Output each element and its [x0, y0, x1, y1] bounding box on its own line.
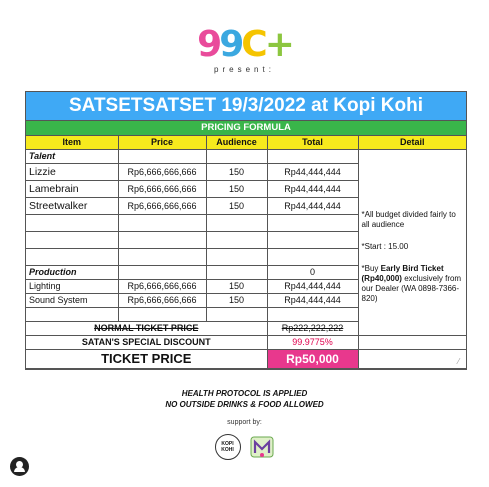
ticket-price-label: TICKET PRICE — [26, 350, 267, 369]
logo-char: 9 — [219, 24, 242, 65]
column-header-audience: Audience — [206, 136, 267, 150]
table-row: Lizzie Rp6,666,666,666 150 Rp44,444,444 — [26, 164, 466, 181]
production-subtotal: 0 — [267, 266, 358, 280]
sponsor-logos — [0, 434, 489, 460]
table-row: Lamebrain Rp6,666,666,666 150 Rp44,444,444 — [26, 181, 466, 198]
health-protocol-notice: HEALTH PROTOCOL IS APPLIED — [181, 389, 308, 398]
normal-price-label: NORMAL TICKET PRICE — [26, 322, 267, 336]
early-bird-highlight: Early Bird Ticket (Rp40,000) — [361, 264, 444, 283]
no-outside-food-notice: NO OUTSIDE DRINKS & FOOD ALLOWED — [165, 400, 324, 409]
column-header-price: Price — [118, 136, 206, 150]
ticket-price-row — [26, 350, 466, 369]
discount-row — [26, 336, 466, 350]
logo-char: + — [264, 24, 292, 65]
discount-value: 99.9775% — [267, 336, 358, 350]
pricing-sheet — [25, 91, 467, 370]
column-header-total: Total — [267, 136, 358, 150]
start-note: *Start : 15.00 — [361, 242, 409, 251]
pricing-table — [26, 136, 466, 369]
pricing-formula-label: PRICING FORMULA — [26, 121, 466, 136]
table-row: Streetwalker Rp6,666,666,666 150 Rp44,444,444 — [26, 198, 466, 215]
column-header-item: Item — [26, 136, 118, 150]
support-label: support by: — [227, 419, 262, 426]
logo-char: C — [241, 24, 265, 65]
logo-mark — [197, 24, 292, 65]
early-bird-note: *Buy Early Bird Ticket (Rp40,000) exclusively from our Dealer (WA 0898-7366-820) — [361, 264, 462, 303]
ticket-price-value: Rp50,000 — [267, 350, 358, 369]
organizer-logo — [0, 24, 489, 74]
column-header-detail: Detail — [358, 136, 466, 150]
corner-mark: ⁄ — [458, 357, 460, 366]
present-label: present: — [214, 65, 275, 74]
table-header-row — [26, 136, 466, 150]
event-title: SATSETSATSET 19/3/2022 at Kopi Kohi — [26, 92, 466, 121]
logo-char: 9 — [197, 24, 220, 65]
table-row: Sound System Rp6,666,666,666 150 Rp44,444,444 — [26, 294, 466, 308]
table-row: Lighting Rp6,666,666,666 150 Rp44,444,444 — [26, 280, 466, 294]
discount-label: SATAN'S SPECIAL DISCOUNT — [26, 336, 267, 350]
normal-price-value: Rp222,222,222 — [267, 322, 358, 336]
notices — [0, 388, 489, 410]
budget-note: *All budget divided fairly to all audience — [361, 210, 456, 229]
kopi-kohi-logo: KOPI KOHI — [215, 434, 241, 460]
detail-cell — [358, 150, 466, 336]
profile-avatar-icon[interactable] — [10, 457, 29, 476]
section-label-talent: Talent — [26, 150, 118, 164]
section-row-talent — [26, 150, 466, 164]
sponsor-m-logo — [249, 434, 275, 460]
section-label-production: Production — [26, 266, 118, 280]
